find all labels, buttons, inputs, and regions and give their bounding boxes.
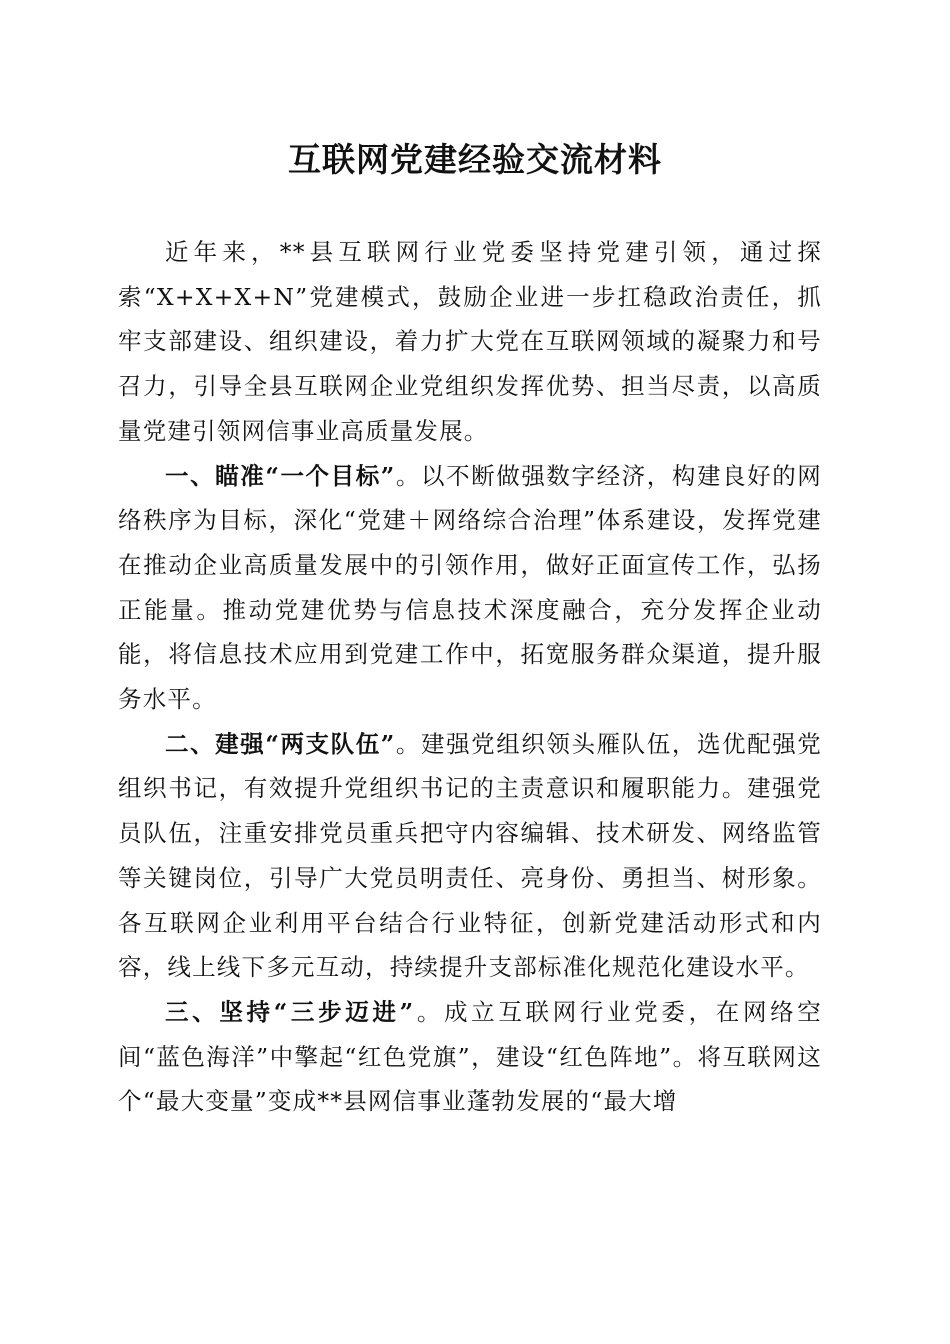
section-paragraph-3 (118, 990, 822, 1124)
section-text-1: 。以不断做强数字经济，构建良好的网络秩序为目标，深化“党建＋网络综合治理”体系建设，发挥党建在推动企业高质量发展中的引领作用，做好正面宣传工作，弘扬正能量。推动党建优势与信息技术深度融合，充分发挥企业动能，将信息技术应用到党建工作中，拓宽服务群众渠道，提升服务水平。 (118, 461, 822, 714)
section-text-3: 。成立互联网行业党委，在网络空间“蓝色海洋”中擎起“红色党旗”，建设“红色阵地”。将互联网这个“最大变量”变成**县网信事业蓬勃发展的“最大增 (118, 997, 823, 1116)
section-paragraph-2 (118, 722, 822, 990)
section-heading-3: 三、坚持“三步迈进” (165, 997, 415, 1026)
intro-paragraph: 近年来，**县互联网行业党委坚持党建引领，通过探索“X+X+X+N”党建模式，鼓励企业进一步扛稳政治责任，抓牢支部建设、组织建设，着力扩大党在互联网领域的凝聚力和号召力，引导全县互联网企业党组织发挥优势、担当尽责，以高质量党建引领网信事业高质量发展。 (118, 238, 822, 445)
document-title: 互联网党建经验交流材料 (288, 140, 662, 179)
section-heading-2: 二、建强“两支队伍” (165, 729, 396, 758)
section-heading-1: 一、瞄准“一个目标” (165, 461, 396, 490)
section-text-2: 。建强党组织领头雁队伍，选优配强党组织书记，有效提升党组织书记的主责意识和履职能力。建强党员队伍，注重安排党员重兵把守内容编辑、技术研发、网络监管等关键岗位，引导广大党员明责任、亮身份、勇担当、树形象。各互联网企业利用平台结合行业特征，创新党建活动形式和内容，线上线下多元互动，持续提升支部标准化规范化建设水平。 (118, 729, 822, 982)
section-paragraph-1 (118, 454, 822, 722)
document-body (118, 230, 822, 1124)
